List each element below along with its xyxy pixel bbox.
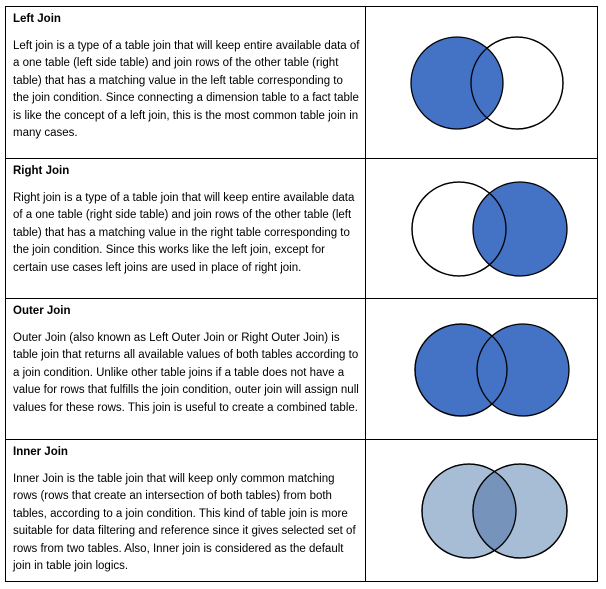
join-title: Left Join <box>13 13 61 25</box>
join-text-cell <box>6 440 366 582</box>
join-diagram-cell <box>366 159 598 299</box>
join-text-cell <box>6 299 366 440</box>
join-diagram-cell <box>366 299 598 440</box>
join-diagram-cell <box>366 440 598 582</box>
join-description: Left join is a type of a table join that will keep entire available data of a one table (left side table) and join rows of the other table (right table) that has a matching value in the left table corresponding to the join condition. Since connecting a dimension table to a fact table is like the concept of a left join, this is the most common table join in many cases. <box>13 40 360 140</box>
join-title: Inner Join <box>13 446 68 458</box>
join-title: Right Join <box>13 165 70 177</box>
left-join-venn-diagram <box>366 8 597 158</box>
join-text-cell <box>6 7 366 159</box>
left-table-circle <box>411 37 503 129</box>
join-description: Outer Join (also known as Left Outer Join or Right Outer Join) is table join that returns all available values of both tables according to a join condition. Unlike other table joins if a table does not have a value for rows that fulfills the join condition, outer join will assign null values for these rows. This join is useful to create a combined table. <box>13 332 359 414</box>
right-table-circle <box>477 324 569 416</box>
join-row-left <box>6 7 598 159</box>
join-types-table <box>5 6 598 582</box>
join-title: Outer Join <box>13 305 71 317</box>
outer-join-venn-diagram <box>366 300 597 439</box>
join-row-outer <box>6 299 598 440</box>
right-join-venn-diagram <box>366 160 597 298</box>
join-row-right <box>6 159 598 299</box>
join-description: Right join is a type of a table join that will keep entire available data of a one table (right side table) and join rows of the other table (left table) that has a matching value in the right table corresponding to the join condition. Since this works like the left join, except for certain use cases left joins are used in place of right join. <box>13 192 355 274</box>
join-text-cell <box>6 159 366 299</box>
join-description: Inner Join is the table join that will keep only common matching rows (rows that create an intersection of both tables) from both tables, according to a join condition. This kind of table join is more suitable for data filtering and reference since it gives selected set of rows from two tables. Also, Inner join is considered as the default join in table join logics. <box>13 473 356 573</box>
inner-join-venn-diagram <box>366 441 597 581</box>
join-diagram-cell <box>366 7 598 159</box>
join-row-inner <box>6 440 598 582</box>
right-table-circle <box>473 182 567 276</box>
